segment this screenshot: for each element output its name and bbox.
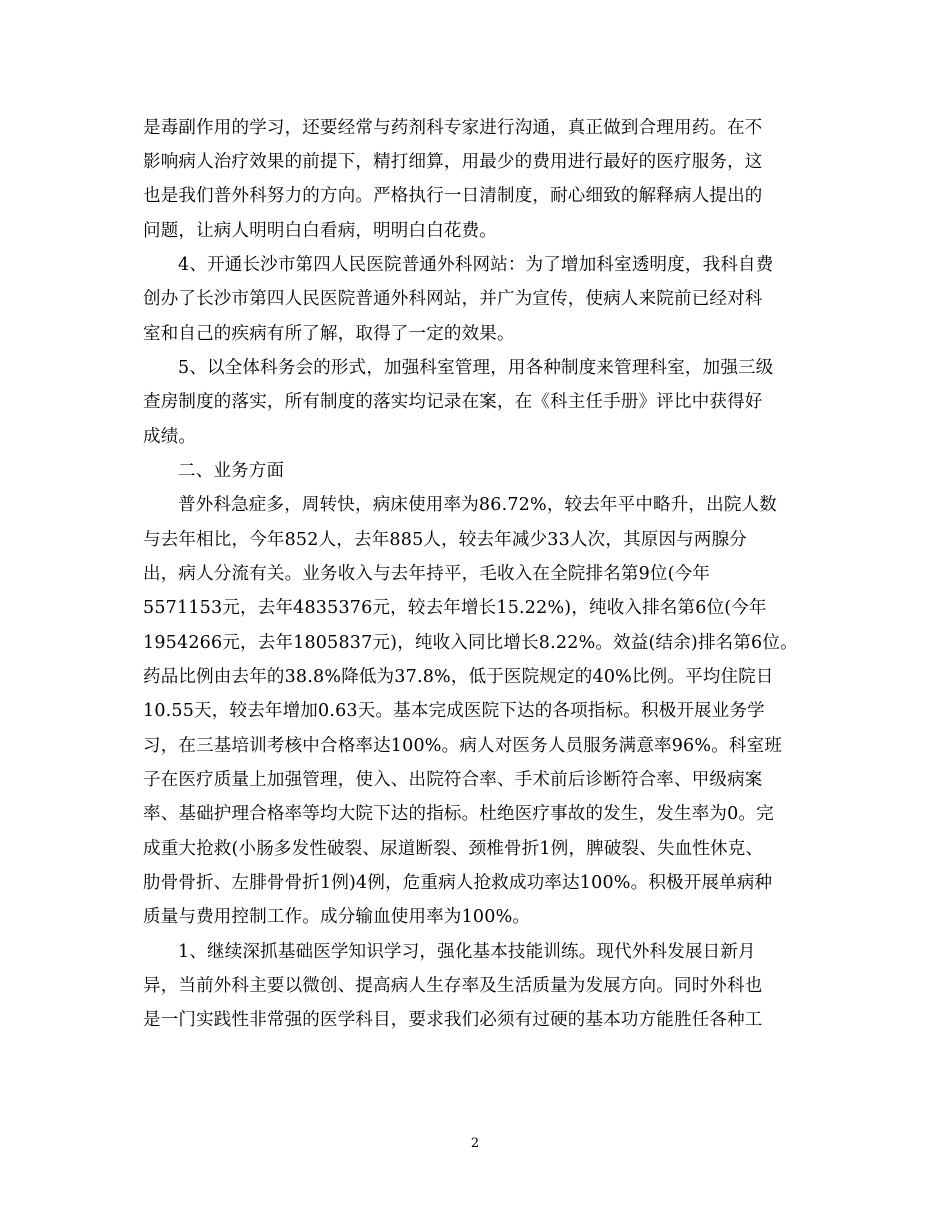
paragraph-start-line: 5、以全体科务会的形式，加强科室管理，用各种制度来管理科室，加强三级: [178, 358, 774, 378]
text-line: 室和自己的疾病有所了解，取得了一定的效果。: [143, 324, 515, 344]
text-line: 异，当前外科主要以微创、提高病人生存率及生活质量为发展方向。同时外科也: [143, 976, 763, 996]
text-line: 质量与费用控制工作。成分输血使用率为100%。: [143, 907, 531, 927]
paragraph-start-line: 1、继续深抓基础医学知识学习，强化基本技能训练。现代外科发展日新月: [178, 942, 756, 962]
text-line: 子在医疗质量上加强管理，使入、出院符合率、手术前后诊断符合率、甲级病案: [143, 770, 763, 790]
text-line: 出，病人分流有关。业务收入与去年持平，毛收入在全院排名第9位(今年: [143, 564, 711, 584]
paragraph-start-line: 普外科急症多，周转快，病床使用率为86.72%，较去年平中略升，出院人数: [178, 495, 777, 515]
text-line: 率、基础护理合格率等均大院下达的指标。杜绝医疗事故的发生，发生率为0。完: [143, 804, 774, 824]
text-line: 5571153元，去年4835376元，较去年增长15.22%)，纯收入排名第6位(今年: [143, 598, 767, 618]
text-line: 药品比例由去年的38.8%降低为37.8%，低于医院规定的40%比例。平均住院日: [143, 667, 774, 687]
text-line: 是毒副作用的学习，还要经常与药剂科专家进行沟通，真正做到合理用药。在不: [143, 118, 763, 138]
paragraph-start-line: 4、开通长沙市第四人民医院普通外科网站：为了增加科室透明度，我科自费: [178, 255, 774, 275]
text-line: 创办了长沙市第四人民医院普通外科网站，并广为宣传，使病人来院前已经对科: [143, 289, 763, 309]
page-number: 2: [470, 1136, 480, 1151]
text-line: 习，在三基培训考核中合格率达100%。病人对医务人员服务满意率96%。科室班: [143, 736, 783, 756]
text-line: 查房制度的落实，所有制度的落实均记录在案，在《科主任手册》评比中获得好: [143, 392, 763, 412]
text-line: 与去年相比，今年852人，去年885人，较去年减少33人次，其原因与两腺分: [143, 530, 747, 550]
text-line: 1954266元，去年1805837元)，纯收入同比增长8.22%。效益(结余)排名第6位。: [143, 633, 798, 653]
text-line: 问题，让病人明明白白看病，明明白白花费。: [143, 221, 497, 241]
text-line: 是一门实践性非常强的医学科目，要求我们必须有过硬的基本功方能胜任各种工: [143, 1010, 763, 1030]
section-heading: 二、业务方面: [178, 461, 285, 481]
text-line: 成绩。: [143, 427, 197, 447]
text-line: 影响病人治疗效果的前提下，精打细算，用最少的费用进行最好的医疗服务，这: [143, 152, 763, 172]
text-line: 成重大抢救(小肠多发性破裂、尿道断裂、颈椎骨折1例，脾破裂、失血性休克、: [143, 839, 764, 859]
text-line: 肋骨骨折、左腓骨骨折1例)4例，危重病人抢救成功率达100%。积极开展单病种: [143, 873, 773, 893]
text-line: 也是我们普外科努力的方向。严格执行一日清制度，耐心细致的解释病人提出的: [143, 186, 763, 206]
text-line: 10.55天，较去年增加0.63天。基本完成医院下达的各项指标。积极开展业务学: [143, 701, 765, 721]
